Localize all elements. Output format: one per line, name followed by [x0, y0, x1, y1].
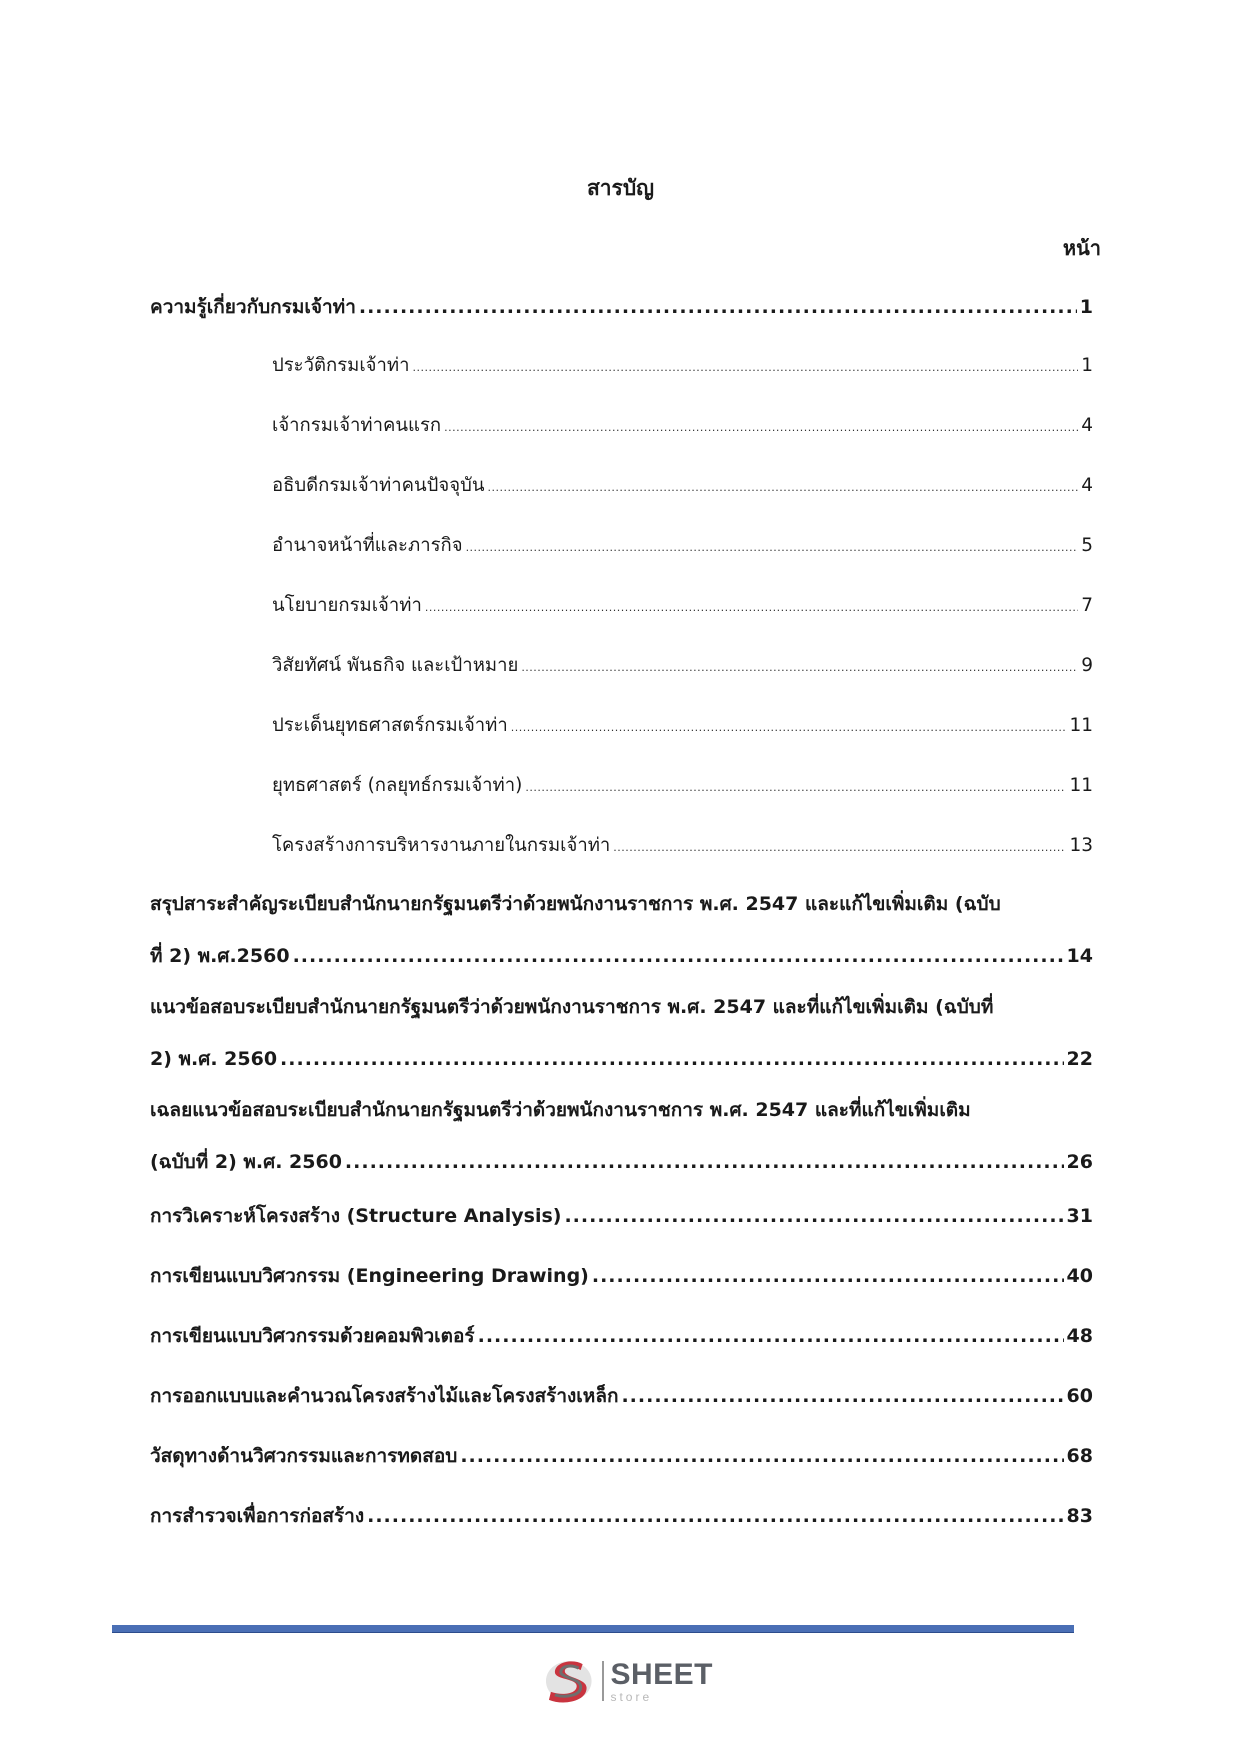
toc-entry-text-line1: แนวข้อสอบระเบียบสำนักนายกรัฐมนตรีว่าด้วยพนักงานราชการ พ.ศ. 2547 และที่แก้ไขเพิ่มเติม (ฉบับที่ [150, 996, 994, 1018]
sheet-store-logo-icon [543, 1656, 598, 1706]
toc-entry-main[interactable] [150, 292, 1093, 322]
toc-entry-page: 48 [1066, 1325, 1093, 1347]
toc-entry-main[interactable] [150, 1321, 1093, 1351]
toc-entry-page: 11 [1069, 715, 1093, 736]
toc-entry-text: วัสดุทางด้านวิศวกรรมและการทดสอบ [150, 1445, 458, 1467]
toc-entry-page: 13 [1069, 835, 1093, 856]
leader-dots [478, 1321, 1064, 1351]
leader-dots [521, 651, 1078, 683]
leader-dots [345, 1147, 1064, 1177]
toc-entry-page: 1 [1079, 296, 1093, 318]
toc-entry-text-line1: เฉลยแนวข้อสอบระเบียบสำนักนายกรัฐมนตรีว่าด้วยพนักงานราชการ พ.ศ. 2547 และที่แก้ไขเพิ่มเติม [150, 1099, 971, 1121]
toc-entry-sub[interactable] [272, 411, 1093, 443]
toc-entry-sub[interactable] [272, 471, 1093, 503]
footer-rule [112, 1625, 1074, 1633]
leader-dots [487, 471, 1078, 503]
leader-dots [444, 411, 1078, 443]
leader-dots [425, 591, 1078, 623]
toc-entry-main[interactable] [150, 1381, 1093, 1411]
leader-dots [621, 1381, 1063, 1411]
toc-entry-page: 9 [1081, 655, 1093, 676]
toc-entry-text: ความรู้เกี่ยวกับกรมเจ้าท่า [150, 296, 356, 318]
toc-entry-text: วิสัยทัศน์ พันธกิจ และเป้าหมาย [272, 655, 519, 676]
leader-dots [592, 1261, 1064, 1291]
toc-entry-text: อธิบดีกรมเจ้าท่าคนปัจจุบัน [272, 475, 485, 496]
logo-text-group [610, 1657, 713, 1704]
toc-entry-page: 4 [1081, 415, 1093, 436]
toc-entry-text: ที่ 2) พ.ศ.2560 [150, 945, 290, 967]
leader-dots [460, 1441, 1063, 1471]
toc-entry-page: 4 [1081, 475, 1093, 496]
logo-text: SHEET [610, 1657, 713, 1691]
toc-entry-main[interactable] [150, 889, 1093, 971]
toc-entry-main[interactable] [150, 1441, 1093, 1471]
toc-entry-text: การออกแบบและคำนวณโครงสร้างไม้และโครงสร้างเหล็ก [150, 1385, 619, 1407]
toc-entry-page: 40 [1066, 1265, 1093, 1287]
leader-dots [293, 941, 1064, 971]
logo-subtext: store [610, 1689, 653, 1704]
toc-entry-page: 68 [1066, 1445, 1093, 1467]
toc-entry-text: ประวัติกรมเจ้าท่า [272, 355, 410, 376]
toc-entry-text: (ฉบับที่ 2) พ.ศ. 2560 [150, 1151, 342, 1173]
toc-entry-sub[interactable] [272, 531, 1093, 563]
leader-dots [367, 1501, 1063, 1531]
toc-entry-text: การสำรวจเพื่อการก่อสร้าง [150, 1505, 365, 1527]
leader-dots [359, 292, 1077, 322]
toc-entry-page: 14 [1066, 945, 1093, 967]
toc-entry-main[interactable] [150, 992, 1093, 1074]
toc-entry-text: ยุทธศาสตร์ (กลยุทธ์กรมเจ้าท่า) [272, 775, 523, 796]
toc-entry-main[interactable] [150, 1201, 1093, 1231]
toc-entry-text: โครงสร้างการบริหารงานภายในกรมเจ้าท่า [272, 835, 611, 856]
sheet-store-logo [543, 1656, 713, 1706]
toc-entry-page: 5 [1081, 535, 1093, 556]
toc-entry-text: การเขียนแบบวิศวกรรมด้วยคอมพิวเตอร์ [150, 1325, 475, 1347]
toc-entry-text: อำนาจหน้าที่และภารกิจ [272, 535, 463, 556]
toc-entry-text: ประเด็นยุทธศาสตร์กรมเจ้าท่า [272, 715, 508, 736]
toc-entry-text: 2) พ.ศ. 2560 [150, 1048, 278, 1070]
leader-dots [564, 1201, 1063, 1231]
leader-dots [280, 1044, 1064, 1074]
leader-dots [466, 531, 1079, 563]
leader-dots [413, 351, 1079, 383]
toc-entry-page: 7 [1081, 595, 1093, 616]
toc-entry-sub[interactable] [272, 351, 1093, 383]
toc-entry-page: 60 [1066, 1385, 1093, 1407]
toc-entry-page: 22 [1066, 1048, 1093, 1070]
logo-separator [602, 1661, 604, 1701]
toc-entry-sub[interactable] [272, 711, 1093, 743]
toc-entry-text: เจ้ากรมเจ้าท่าคนแรก [272, 415, 442, 436]
toc-entry-sub[interactable] [272, 591, 1093, 623]
page-column-header: หน้า [1062, 236, 1101, 260]
toc-entry-main[interactable] [150, 1261, 1093, 1291]
toc-entry-page: 26 [1066, 1151, 1093, 1173]
toc-entry-text-line1: สรุปสาระสำคัญระเบียบสำนักนายกรัฐมนตรีว่าด้วยพนักงานราชการ พ.ศ. 2547 และแก้ไขเพิ่มเติม (ฉบับ [150, 893, 1001, 915]
toc-entry-text: การเขียนแบบวิศวกรรม (Engineering Drawing) [150, 1265, 589, 1287]
toc-entry-page: 83 [1066, 1505, 1093, 1527]
toc-entry-page: 1 [1081, 355, 1093, 376]
leader-dots [525, 771, 1066, 803]
toc-entry-text: การวิเคราะห์โครงสร้าง (Structure Analysis) [150, 1205, 562, 1227]
toc-entry-page: 31 [1066, 1205, 1093, 1227]
leader-dots [511, 711, 1067, 743]
toc-entry-text: นโยบายกรมเจ้าท่า [272, 595, 422, 616]
toc-entry-main[interactable] [150, 1095, 1093, 1177]
toc-entry-sub[interactable] [272, 831, 1093, 863]
toc-entry-sub[interactable] [272, 651, 1093, 683]
toc-title: สารบัญ [586, 176, 655, 200]
leader-dots [613, 831, 1066, 863]
toc-entry-main[interactable] [150, 1501, 1093, 1531]
toc-entry-page: 11 [1069, 775, 1093, 796]
toc-entry-sub[interactable] [272, 771, 1093, 803]
